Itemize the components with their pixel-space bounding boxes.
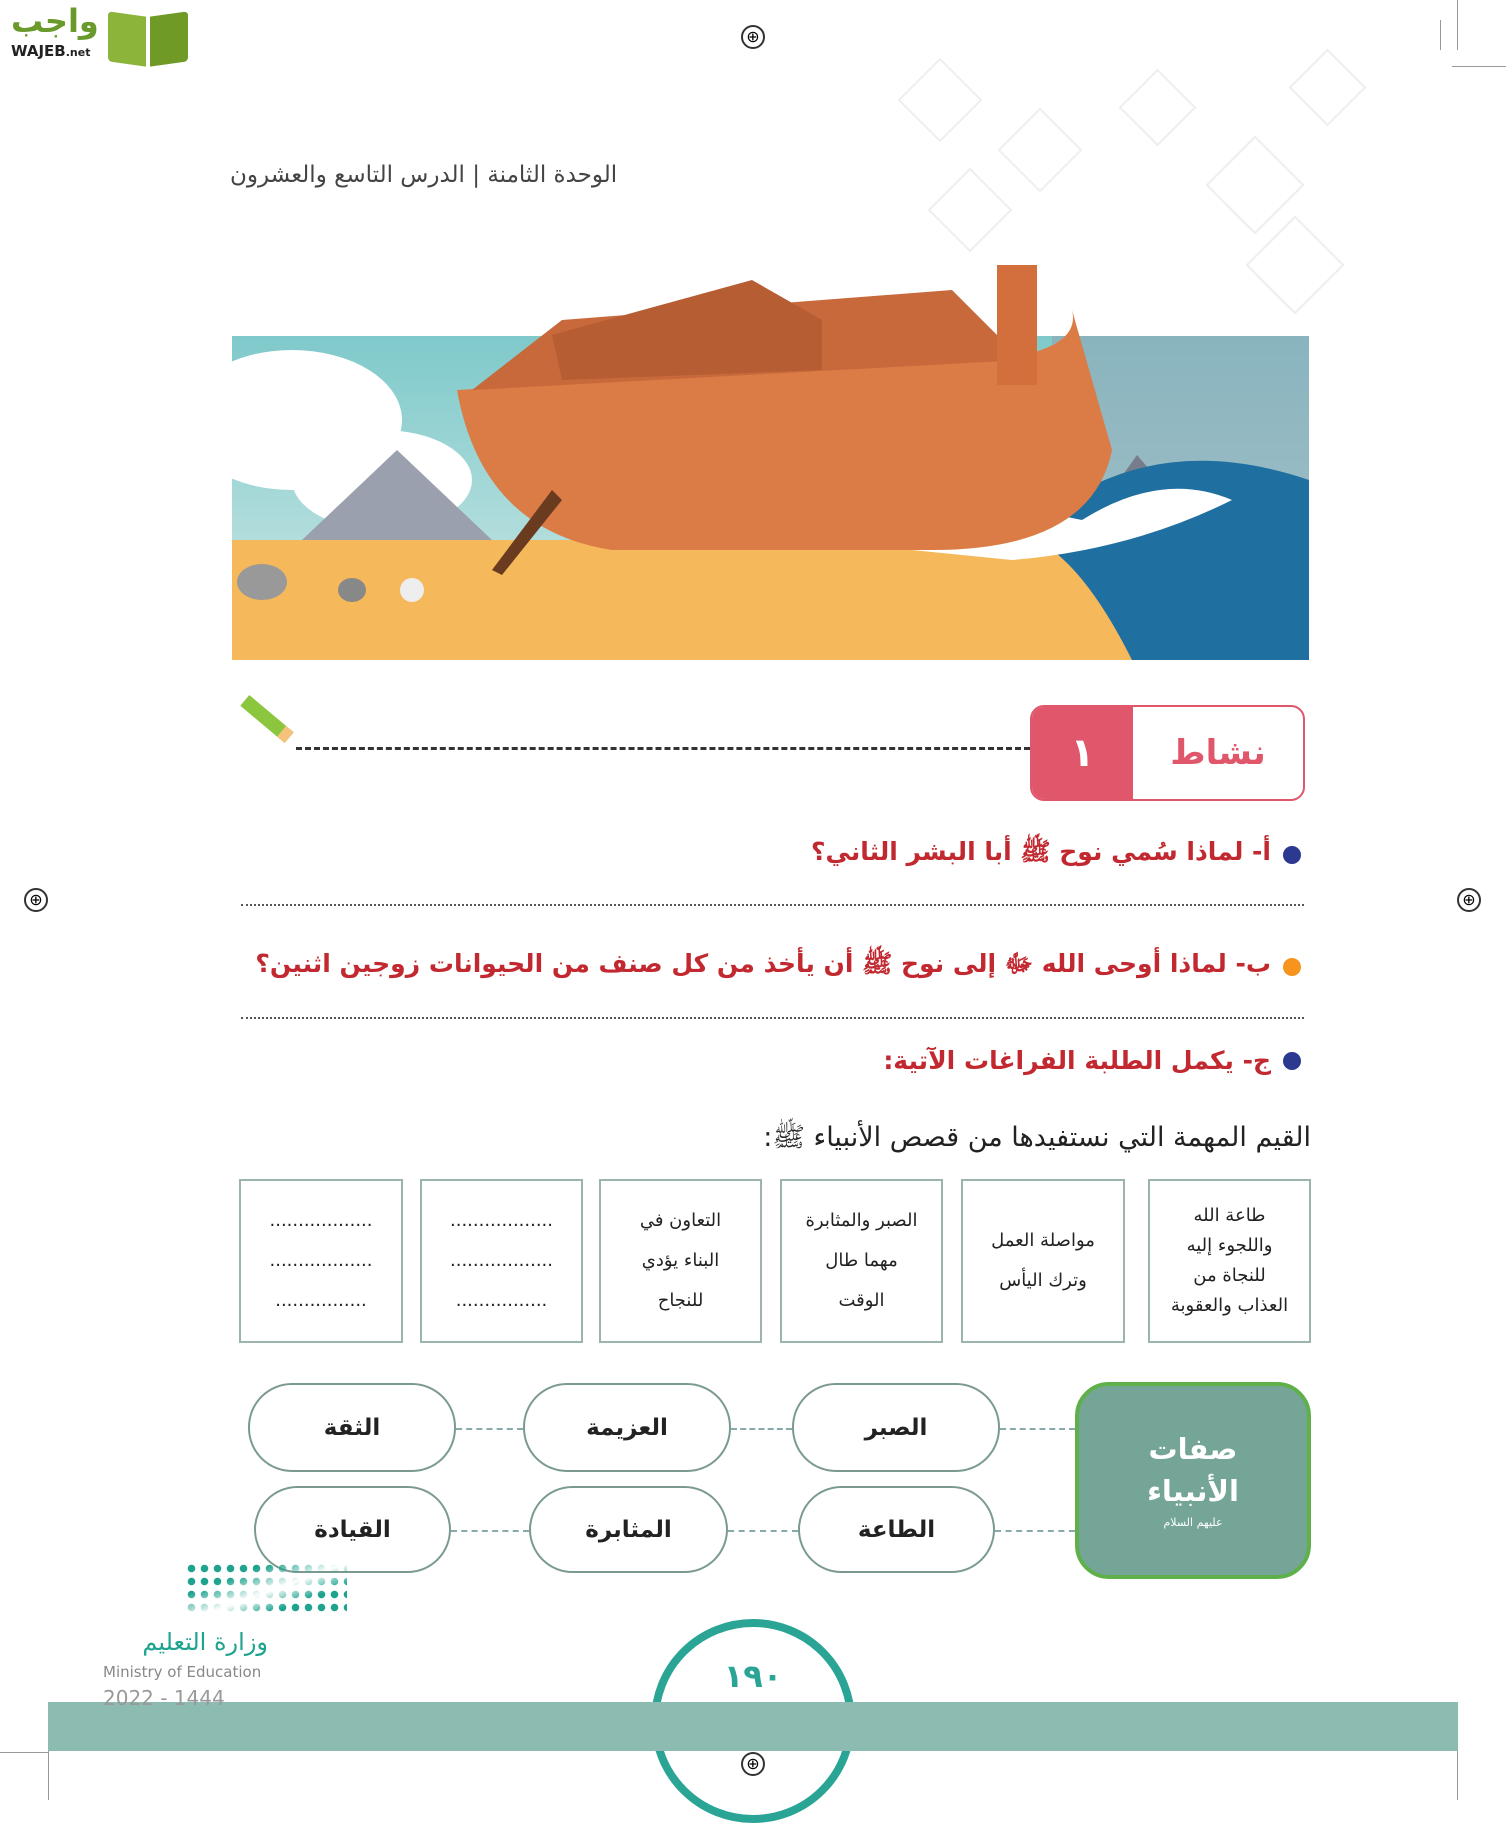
trait-pill: الثقة <box>248 1383 456 1472</box>
value-box: طاعة الله واللجوء إليه للنجاة من العذاب والعقوبة <box>1148 1179 1311 1343</box>
activity-label: نشاط <box>1170 733 1266 773</box>
registration-mark-icon: ⊕ <box>741 25 765 49</box>
answer-line[interactable] <box>241 1017 1304 1019</box>
logo-text-en: WAJEB.net <box>11 42 91 60</box>
trait-pill: الصبر <box>792 1383 1000 1472</box>
wajeb-logo <box>11 2 191 66</box>
trait-pill: المثابرة <box>529 1486 728 1573</box>
value-box-blank[interactable]: .................. .................. ................ <box>239 1179 403 1343</box>
breadcrumb: الوحدة الثامنة | الدرس التاسع والعشرون <box>230 162 618 188</box>
dashed-divider <box>296 747 1030 750</box>
question-c: ج- يكمل الطلبة الفراغات الآتية: <box>883 1046 1301 1075</box>
ministry-logo-dots <box>185 1562 347 1612</box>
registration-mark-icon: ⊕ <box>24 888 48 912</box>
noah-ark-illustration <box>232 250 1309 660</box>
value-box: الصبر والمثابرة مهما طال الوقت <box>780 1179 943 1343</box>
traits-center-box: صفات الأنبياء عليهم السلام <box>1075 1382 1311 1579</box>
pencil-icon <box>240 695 293 743</box>
logo-text-ar: واجب <box>11 2 99 40</box>
value-box-blank[interactable]: .................. .................. ................ <box>420 1179 583 1343</box>
bullet-icon <box>1283 1052 1301 1070</box>
values-title: القيم المهمة التي نستفيدها من قصص الأنبياء ﷺ: <box>763 1122 1311 1153</box>
ministry-name-en: Ministry of Education <box>103 1663 262 1681</box>
trait-pill: الطاعة <box>798 1486 995 1573</box>
book-icon <box>108 8 188 66</box>
footer-bar <box>48 1702 1458 1751</box>
activity-number: ١ <box>1032 707 1133 799</box>
answer-line[interactable] <box>241 904 1304 906</box>
bullet-icon <box>1283 846 1301 864</box>
activity-badge <box>1030 705 1305 801</box>
bullet-icon <box>1283 958 1301 976</box>
question-b: ب- لماذا أوحى الله ﷻ إلى نوح ﷺ أن يأخذ من كل صنف من الحيوانات زوجين اثنين؟ <box>255 948 1301 985</box>
trait-pill: العزيمة <box>523 1383 731 1472</box>
trait-pill: القيادة <box>254 1486 451 1573</box>
edition-year: 2022 - 1444 <box>103 1686 225 1710</box>
page-number: ١٩٠ <box>723 1657 783 1695</box>
ministry-name-ar: وزارة التعليم <box>142 1628 268 1656</box>
registration-mark-icon: ⊕ <box>1457 888 1481 912</box>
value-box: التعاون في البناء يؤدي للنجاح <box>599 1179 762 1343</box>
question-a: أ- لماذا سُمي نوح ﷺ أبا البشر الثاني؟ <box>811 836 1301 873</box>
registration-mark-icon: ⊕ <box>741 1752 765 1776</box>
value-box: مواصلة العمل وترك اليأس <box>961 1179 1125 1343</box>
